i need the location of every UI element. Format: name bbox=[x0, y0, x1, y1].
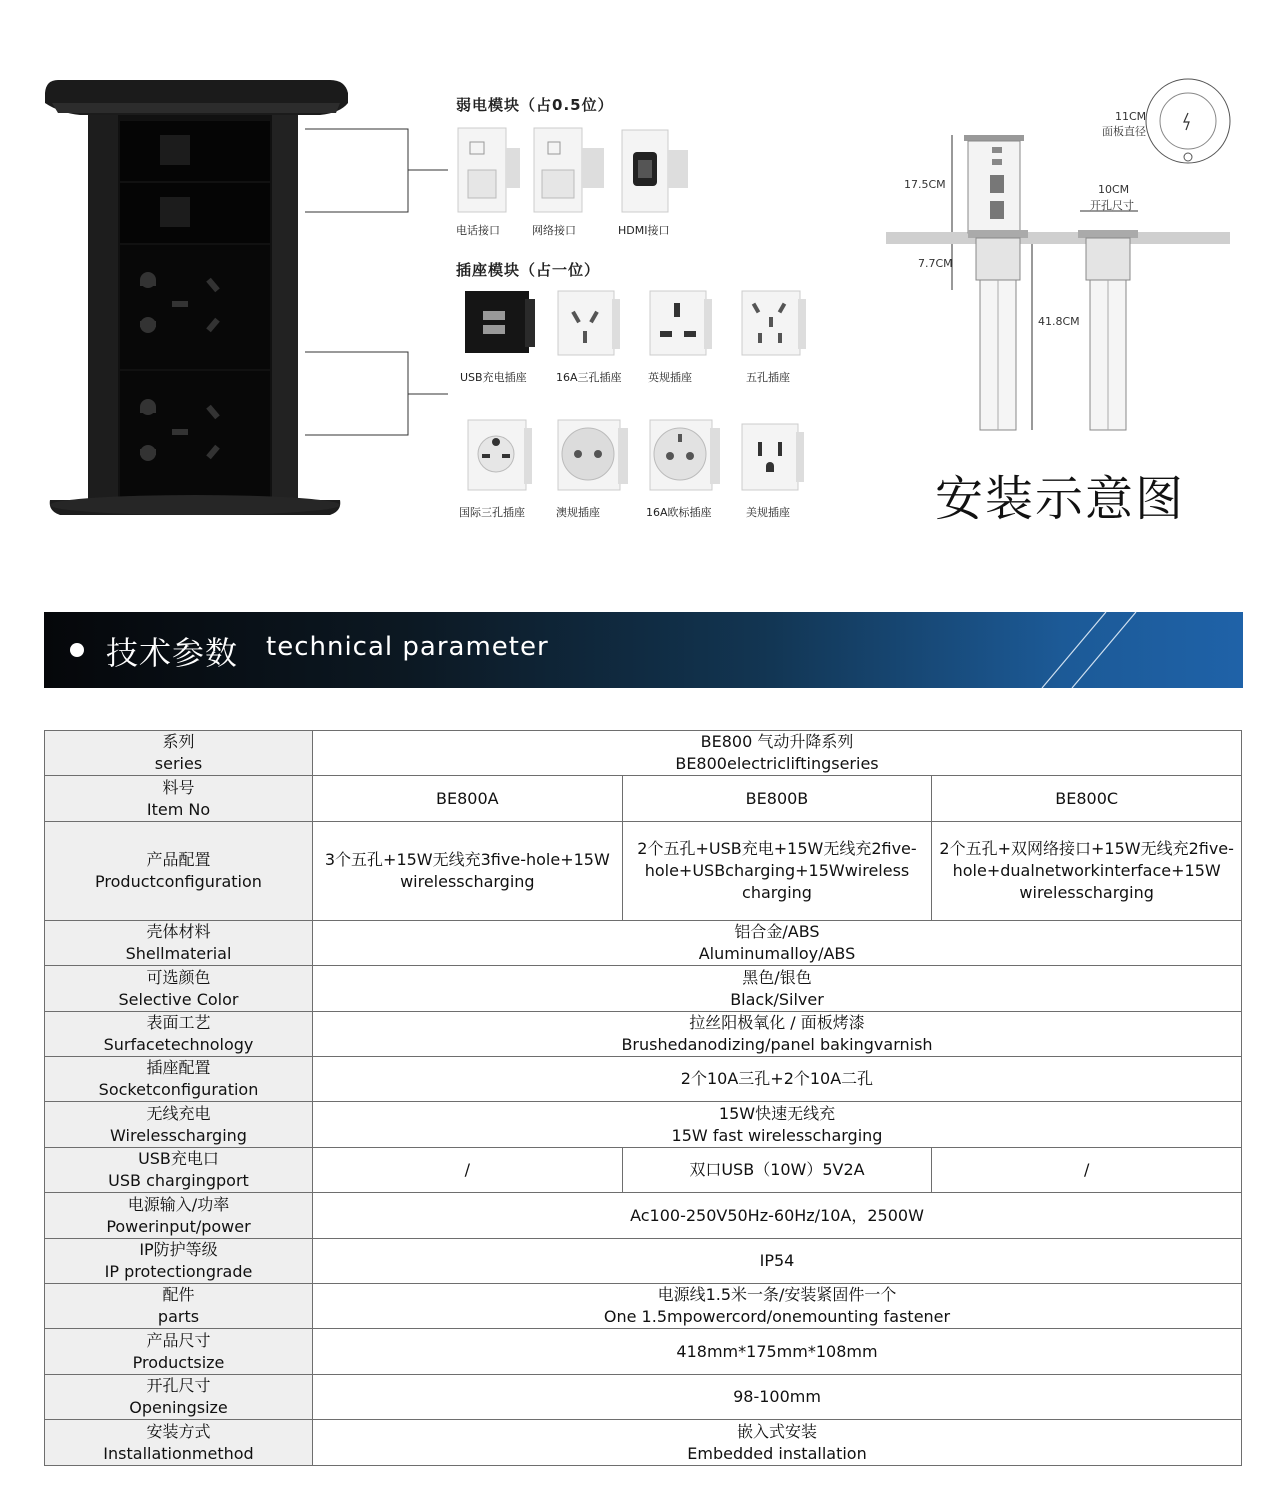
module-three-pin bbox=[556, 289, 636, 384]
table-row-config bbox=[45, 822, 1242, 921]
schuko-socket-icon bbox=[556, 418, 636, 494]
table-row-series bbox=[45, 731, 1242, 776]
install-title: 安装示意图 bbox=[935, 471, 1186, 527]
row-label: 配件 parts bbox=[45, 1284, 313, 1329]
five-hole-socket-icon bbox=[740, 289, 820, 359]
hdmi-port-icon bbox=[618, 126, 698, 214]
module-french bbox=[646, 418, 728, 519]
table-row-size bbox=[45, 1329, 1242, 1375]
row-value: Ac100-250V50Hz-60Hz/10A，2500W bbox=[313, 1193, 1242, 1239]
row-value: 418mm*175mm*108mm bbox=[313, 1329, 1242, 1375]
cell-usb-c: / bbox=[932, 1148, 1242, 1193]
table-row-power bbox=[45, 1193, 1242, 1239]
table-row-wireless bbox=[45, 1102, 1242, 1148]
row-value: 2个10A三孔+2个10A二孔 bbox=[313, 1057, 1242, 1102]
connector-lines bbox=[300, 120, 460, 450]
french-socket-icon bbox=[648, 418, 728, 494]
module-uk bbox=[648, 289, 728, 384]
table-row-opening bbox=[45, 1375, 1242, 1420]
table-row-surface bbox=[45, 1012, 1242, 1057]
module-phone bbox=[456, 126, 536, 237]
wireless-charge-icon bbox=[1184, 113, 1189, 130]
row-value: 98-100mm bbox=[313, 1375, 1242, 1420]
row-label: 电源输入/功率 Powerinput/power bbox=[45, 1193, 313, 1239]
table-row-socket bbox=[45, 1057, 1242, 1102]
row-value: 15W快速无线充 15W fast wirelesscharging bbox=[313, 1102, 1242, 1148]
usb-socket-icon bbox=[463, 289, 543, 359]
table-row-install bbox=[45, 1420, 1242, 1466]
three-pin-socket-icon bbox=[556, 289, 636, 359]
table-row-item-no bbox=[45, 776, 1242, 822]
banner-title-cn: 技术参数 bbox=[106, 634, 239, 672]
uk-socket-icon bbox=[648, 289, 728, 359]
row-label: USB充电口 USB chargingport bbox=[45, 1148, 313, 1193]
module-us bbox=[740, 418, 820, 519]
module-universal bbox=[459, 418, 546, 519]
row-value: 嵌入式安装 Embedded installation bbox=[313, 1420, 1242, 1466]
module-five-hole-label: 五孔插座 bbox=[746, 371, 790, 384]
row-label: 安装方式 Installationmethod bbox=[45, 1420, 313, 1466]
module-hdmi bbox=[618, 126, 698, 237]
table-row-shell bbox=[45, 921, 1242, 966]
dim-mid-value: 7.7CM bbox=[918, 257, 953, 270]
module-usb-socket-label: USB充电插座 bbox=[460, 371, 527, 384]
row-value: 电源线1.5米一条/安装紧固件一个 One 1.5mpowercord/onemounting fastener bbox=[313, 1284, 1242, 1329]
weak-module-title: 弱电模块（占0.5位） bbox=[456, 96, 614, 114]
module-us-label: 美规插座 bbox=[746, 506, 790, 519]
table-row-usb bbox=[45, 1148, 1242, 1193]
dim-panel-value: 11CM bbox=[1115, 110, 1147, 123]
row-value: IP54 bbox=[313, 1239, 1242, 1284]
dim-panel-label: 面板直径 bbox=[1102, 125, 1146, 138]
spec-table bbox=[44, 730, 1242, 1466]
banner-title-en: technical parameter bbox=[266, 632, 549, 662]
row-label: IP防护等级 IP protectiongrade bbox=[45, 1239, 313, 1284]
row-label: 产品尺寸 Productsize bbox=[45, 1329, 313, 1375]
row-label: 产品配置 Productconfiguration bbox=[45, 822, 313, 921]
row-label: 表面工艺 Surfacetechnology bbox=[45, 1012, 313, 1057]
table-row-parts bbox=[45, 1284, 1242, 1329]
dim-top-value: 17.5CM bbox=[904, 178, 946, 191]
module-five-hole bbox=[740, 289, 820, 384]
network-jack-icon bbox=[532, 126, 612, 214]
row-label: 壳体材料 Shellmaterial bbox=[45, 921, 313, 966]
cell-usb-b: 双口USB（10W）5V2A bbox=[622, 1148, 932, 1193]
row-label: 系列 series bbox=[45, 731, 313, 776]
cell-config-a: 3个五孔+15W无线充3five-hole+15W wirelesscharging bbox=[313, 822, 623, 921]
module-uk-label: 英规插座 bbox=[648, 371, 692, 384]
row-label: 开孔尺寸 Openingsize bbox=[45, 1375, 313, 1420]
phone-jack-icon bbox=[456, 126, 536, 214]
row-value: 铝合金/ABS Aluminumalloy/ABS bbox=[313, 921, 1242, 966]
cell-be800c: BE800C bbox=[932, 776, 1242, 822]
module-three-pin-label: 16A三孔插座 bbox=[556, 371, 622, 384]
module-schuko bbox=[556, 418, 636, 519]
universal-socket-icon bbox=[466, 418, 546, 494]
module-network bbox=[532, 126, 612, 237]
bullet-dot bbox=[70, 643, 84, 657]
us-socket-icon bbox=[740, 418, 820, 494]
module-universal-label: 国际三孔插座 bbox=[459, 506, 525, 519]
cell-config-c: 2个五孔+双网络接口+15W无线充2five- hole+dualnetworkinterface+15W wirelesscharging bbox=[932, 822, 1242, 921]
dim-bottom-value: 41.8CM bbox=[1038, 315, 1080, 328]
module-usb-socket bbox=[460, 289, 543, 384]
module-schuko-label: 澳规插座 bbox=[556, 506, 600, 519]
row-label: 插座配置 Socketconfiguration bbox=[45, 1057, 313, 1102]
socket-module-title: 插座模块（占一位） bbox=[456, 261, 601, 279]
table-row-ip bbox=[45, 1239, 1242, 1284]
module-network-label: 网络接口 bbox=[532, 224, 576, 237]
row-label: 无线充电 Wirelesscharging bbox=[45, 1102, 313, 1148]
module-french-label: 16A欧标插座 bbox=[646, 506, 712, 519]
module-hdmi-label: HDMI接口 bbox=[618, 224, 670, 237]
cell-be800b: BE800B bbox=[622, 776, 932, 822]
row-label: 料号 Item No bbox=[45, 776, 313, 822]
row-value: 拉丝阳极氧化 / 面板烤漆 Brushedanodizing/panel bakingvarnish bbox=[313, 1012, 1242, 1057]
module-phone-label: 电话接口 bbox=[456, 224, 500, 237]
row-value: 黑色/银色 Black/Silver bbox=[313, 966, 1242, 1012]
table-row-color bbox=[45, 966, 1242, 1012]
cell-be800a: BE800A bbox=[313, 776, 623, 822]
cell-config-b: 2个五孔+USB充电+15W无线充2five- hole+USBcharging+15Wwireless charging bbox=[622, 822, 932, 921]
banner-stripes bbox=[1034, 612, 1154, 688]
cell-usb-a: / bbox=[313, 1148, 623, 1193]
section-banner bbox=[44, 612, 1243, 688]
row-label: 可选颜色 Selective Color bbox=[45, 966, 313, 1012]
row-value: BE800 气动升降系列 BE800electricliftingseries bbox=[313, 731, 1242, 776]
dim-hole-label: 开孔尺寸 bbox=[1090, 199, 1134, 212]
dim-hole-value: 10CM bbox=[1098, 183, 1130, 196]
